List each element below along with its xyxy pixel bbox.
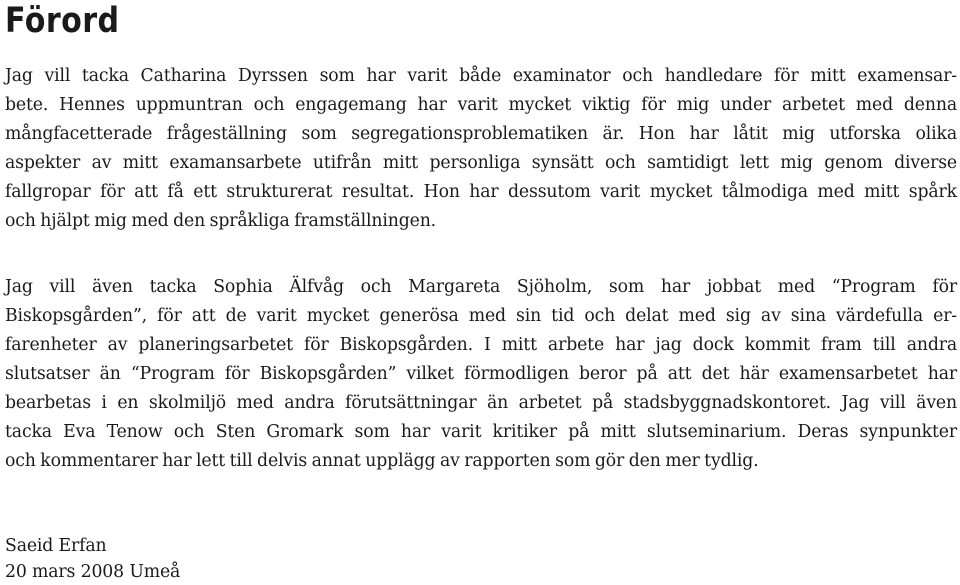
paragraph-acknowledgement-others xyxy=(5,273,957,476)
paragraph-line: bete. Hennes uppmuntran och engagemang har varit mycket viktig för mig under arbetet med denna xyxy=(5,95,957,115)
paragraph-line: Biskopsgården”, för att de varit mycket generösa med sin tid och delat med sig av sina värdefulla er- xyxy=(5,306,957,326)
signature-block xyxy=(5,533,180,585)
paragraph-line: och hjälpt mig med den språkliga framställningen. xyxy=(5,211,437,231)
paragraph-line: Jag vill även tacka Sophia Älfvåg och Margareta Sjöholm, som har jobbat med “Program för xyxy=(5,277,957,297)
paragraph-line: mångfacetterade frågeställning som segregationsproblematiken är. Hon har låtit mig utforska olika xyxy=(5,124,957,144)
paragraph-line: Jag vill tacka Catharina Dyrssen som har varit både examinator och handledare för mitt examensar- xyxy=(5,66,957,86)
page-title: Förord xyxy=(5,1,120,41)
document-page xyxy=(5,0,957,584)
paragraph-line: slutsatser än “Program för Biskopsgården” vilket förmodligen beror på att det här examensarbetet har xyxy=(5,364,957,384)
paragraph-line: bearbetas i en skolmiljö med andra förutsättningar än arbetet på stadsbyggnadskontoret. Jag vill även xyxy=(5,393,957,413)
signature-name: Saeid Erfan xyxy=(5,536,107,556)
signature-date-place: 20 mars 2008 Umeå xyxy=(5,562,181,582)
paragraph-acknowledgement-supervisor xyxy=(5,62,957,236)
paragraph-line: och kommentarer har lett till delvis annat upplägg av rapporten som gör den mer tydlig. xyxy=(5,451,759,471)
paragraph-line: fallgropar för att få ett strukturerat resultat. Hon har dessutom varit mycket tålmodiga med mitt spårk xyxy=(5,182,957,202)
paragraph-line: farenheter av planeringsarbetet för Biskopsgården. I mitt arbete har jag dock kommit fram till andra xyxy=(5,335,957,355)
paragraph-line: aspekter av mitt examansarbete utifrån mitt personliga synsätt och samtidigt lett mig genom diverse xyxy=(5,153,957,173)
paragraph-line: tacka Eva Tenow och Sten Gromark som har varit kritiker på mitt slutseminarium. Deras synpunkter xyxy=(5,422,957,442)
